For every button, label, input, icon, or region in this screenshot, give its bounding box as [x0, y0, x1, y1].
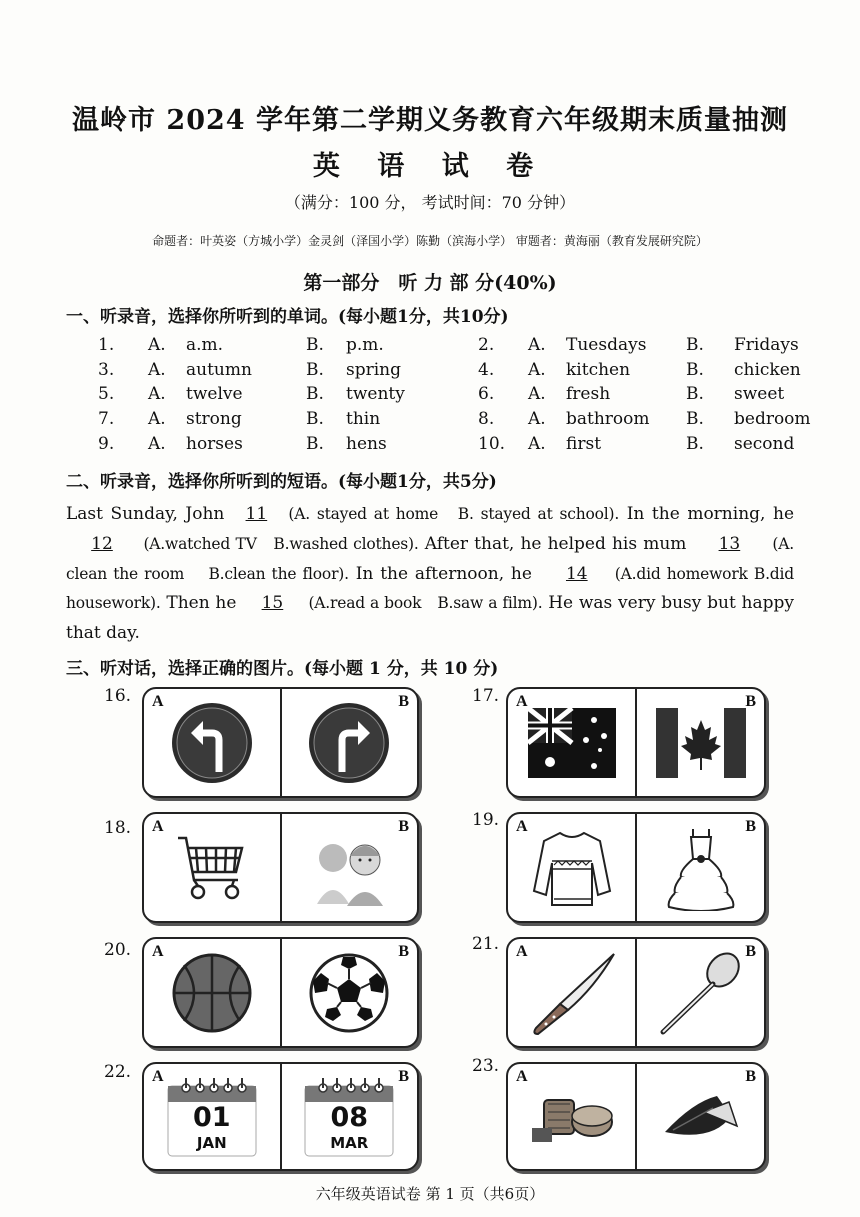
- option-a-label: A: [516, 943, 528, 960]
- section2-heading: 二、听录音，选择你所听到的短语。(每小题1分，共5分): [66, 472, 497, 492]
- option-a-label: A: [152, 943, 164, 960]
- word-option[interactable]: autumn: [186, 359, 252, 380]
- item-marker: B.: [686, 359, 704, 380]
- option-b-label: B: [745, 693, 756, 710]
- part-one-heading: 第一部分 听 力 部 分(40%): [303, 272, 557, 294]
- calendar-icon: [282, 1064, 418, 1169]
- sweater-icon: [508, 814, 635, 921]
- option-a-label: A: [516, 818, 528, 835]
- exam-meta: （满分：100 分， 考试时间：70 分钟）: [284, 193, 576, 212]
- options-15: (A.read a book B.saw a film).: [308, 594, 543, 613]
- option-b[interactable]: [635, 939, 764, 1046]
- option-a-label: A: [152, 693, 164, 710]
- word-option[interactable]: second: [734, 433, 795, 454]
- option-a-label: A: [152, 818, 164, 835]
- passage-text: Then he: [160, 593, 237, 614]
- exam-authors: 命题者：叶英姿（方城小学）金灵剑（泽国小学）陈勤（滨海小学） 审题者：黄海丽（教育发展研究院）: [152, 234, 708, 248]
- word-choice-row: [98, 358, 818, 383]
- option-b[interactable]: [280, 1064, 418, 1169]
- picture-choice-23[interactable]: [506, 1062, 766, 1171]
- word-option[interactable]: fresh: [566, 384, 611, 405]
- calendar-day: 08: [330, 1101, 369, 1133]
- canada-flag-icon: [637, 689, 764, 796]
- item-marker: 7.: [98, 409, 115, 430]
- word-option[interactable]: first: [566, 433, 602, 454]
- item-marker: A.: [528, 409, 546, 430]
- option-a[interactable]: [508, 1064, 635, 1169]
- item-marker: A.: [148, 335, 166, 356]
- item-marker: A.: [528, 359, 546, 380]
- item-marker: B.: [306, 359, 324, 380]
- picture-choice-16[interactable]: [142, 687, 419, 798]
- item-marker: 3.: [98, 359, 115, 380]
- page-footer: 六年级英语试卷 第 1 页（共6页）: [315, 1185, 545, 1203]
- option-b-label: B: [398, 818, 409, 835]
- word-option[interactable]: thin: [346, 409, 381, 430]
- picture-choice-22[interactable]: [142, 1062, 419, 1171]
- option-b[interactable]: [280, 689, 418, 796]
- passage-text: In the afternoon, he: [348, 563, 539, 584]
- passage-text: He was very busy but happy that day.: [66, 593, 794, 644]
- football-icon: [282, 939, 418, 1046]
- word-option[interactable]: kitchen: [566, 359, 631, 380]
- question-number: 19.: [472, 810, 500, 830]
- picture-choice-17[interactable]: [506, 687, 766, 798]
- option-a[interactable]: [144, 689, 280, 796]
- item-marker: 2.: [478, 335, 495, 356]
- australia-flag-icon: [508, 689, 635, 796]
- picture-choice-21[interactable]: [506, 937, 766, 1048]
- item-marker: B.: [686, 335, 704, 356]
- option-b-label: B: [745, 1068, 756, 1085]
- option-b-label: B: [398, 693, 409, 710]
- question-number: 18.: [104, 818, 132, 838]
- option-a-label: A: [516, 1068, 528, 1085]
- item-marker: B.: [306, 384, 324, 405]
- item-marker: A.: [148, 359, 166, 380]
- option-a[interactable]: [144, 1064, 280, 1169]
- two-people-icon: [282, 814, 418, 921]
- option-b-label: B: [398, 1068, 409, 1085]
- word-option[interactable]: Tuesdays: [566, 335, 647, 356]
- item-marker: B.: [686, 433, 704, 454]
- blank-14: 14: [565, 563, 588, 584]
- question-number: 20.: [104, 940, 132, 960]
- item-marker: 6.: [478, 384, 495, 405]
- zongzi-icon: [637, 1064, 764, 1169]
- option-a[interactable]: [144, 939, 280, 1046]
- blank-15: 15: [261, 593, 284, 614]
- item-marker: B.: [306, 433, 324, 454]
- option-b[interactable]: [635, 814, 764, 921]
- option-a[interactable]: [508, 939, 635, 1046]
- option-b[interactable]: [635, 1064, 764, 1169]
- picture-choice-20[interactable]: [142, 937, 419, 1048]
- item-marker: 5.: [98, 384, 115, 405]
- option-b-label: B: [745, 943, 756, 960]
- item-marker: B.: [306, 409, 324, 430]
- blank-11: 11: [245, 504, 268, 524]
- item-marker: 8.: [478, 409, 495, 430]
- item-marker: A.: [148, 384, 166, 405]
- question-number: 16.: [104, 686, 132, 706]
- knife-icon: [508, 939, 635, 1046]
- word-option[interactable]: bedroom: [734, 409, 811, 430]
- calendar-day: 01: [192, 1101, 231, 1133]
- option-b-label: B: [745, 818, 756, 835]
- word-option[interactable]: a.m.: [186, 335, 224, 356]
- item-marker: A.: [528, 384, 546, 405]
- passage-text: Last Sunday, John: [66, 504, 225, 524]
- calendar-month: MAR: [330, 1133, 369, 1152]
- word-option[interactable]: sweet: [734, 384, 785, 405]
- passage-text: In the morning, he: [619, 504, 795, 524]
- item-marker: B.: [306, 335, 324, 356]
- item-marker: A.: [528, 433, 546, 454]
- word-choice-row: [98, 431, 818, 456]
- option-b[interactable]: [635, 689, 764, 796]
- option-a[interactable]: [508, 814, 635, 921]
- word-option[interactable]: hens: [346, 433, 387, 454]
- picture-choice-19[interactable]: [506, 812, 766, 923]
- question-number: 23.: [472, 1056, 500, 1076]
- spoon-icon: [637, 939, 764, 1046]
- picture-choice-18[interactable]: [142, 812, 419, 923]
- question-number: 17.: [472, 686, 500, 706]
- basketball-icon: [144, 939, 280, 1046]
- item-marker: B.: [686, 409, 704, 430]
- item-marker: 10.: [478, 433, 506, 454]
- mooncakes-icon: [508, 1064, 635, 1169]
- section1-heading: 一、听录音，选择你所听到的单词。(每小题1分，共10分): [66, 307, 509, 327]
- item-marker: 1.: [98, 335, 115, 356]
- word-option[interactable]: strong: [186, 409, 242, 430]
- word-option[interactable]: p.m.: [346, 335, 384, 356]
- blank-13: 13: [718, 533, 741, 554]
- word-option[interactable]: twenty: [346, 384, 405, 405]
- section1-items: [98, 333, 818, 456]
- options-13: (A. clean the room B.clean the floor).: [66, 534, 794, 583]
- option-b[interactable]: [280, 939, 418, 1046]
- option-b-label: B: [398, 943, 409, 960]
- turn-right-sign-icon: [282, 689, 418, 796]
- word-option[interactable]: bathroom: [566, 409, 650, 430]
- calendar-icon: [144, 1064, 280, 1169]
- item-marker: 4.: [478, 359, 495, 380]
- question-number: 21.: [472, 934, 500, 954]
- options-12: (A.watched TV B.washed clothes).: [138, 534, 419, 553]
- option-a[interactable]: [508, 689, 635, 796]
- shopping-cart-icon: [144, 814, 280, 921]
- item-marker: A.: [148, 409, 166, 430]
- word-option[interactable]: spring: [346, 359, 402, 380]
- calendar-month: JAN: [196, 1133, 227, 1152]
- exam-title: 温岭市 2024 学年第二学期义务教育六年级期末质量抽测: [72, 105, 788, 136]
- word-option[interactable]: Fridays: [734, 335, 799, 356]
- blank-12: 12: [91, 533, 113, 554]
- item-marker: 9.: [98, 433, 115, 454]
- option-a-label: A: [516, 693, 528, 710]
- turn-left-sign-icon: [144, 689, 280, 796]
- word-choice-row: [98, 333, 818, 358]
- item-marker: B.: [686, 384, 704, 405]
- dress-icon: [637, 814, 764, 921]
- options-14: (A.did homework B.did housework).: [66, 564, 794, 613]
- option-a[interactable]: [144, 814, 280, 921]
- question-number: 22.: [104, 1062, 132, 1082]
- option-a-label: A: [152, 1068, 164, 1085]
- option-b[interactable]: [280, 814, 418, 921]
- options-11: (A. stayed at home B. stayed at school).: [288, 505, 620, 523]
- word-option[interactable]: twelve: [186, 384, 243, 405]
- section3-heading: 三、听对话，选择正确的图片。(每小题 1 分，共 10 分): [66, 659, 499, 679]
- word-choice-row: [98, 407, 818, 432]
- item-marker: A.: [528, 335, 546, 356]
- word-option[interactable]: horses: [186, 433, 243, 454]
- word-option[interactable]: chicken: [734, 359, 801, 380]
- section2-passage: [66, 500, 794, 649]
- word-choice-row: [98, 382, 818, 407]
- item-marker: A.: [148, 433, 166, 454]
- exam-subtitle: 英 语 试 卷: [312, 151, 548, 182]
- passage-text: After that, he helped his mum: [418, 533, 687, 554]
